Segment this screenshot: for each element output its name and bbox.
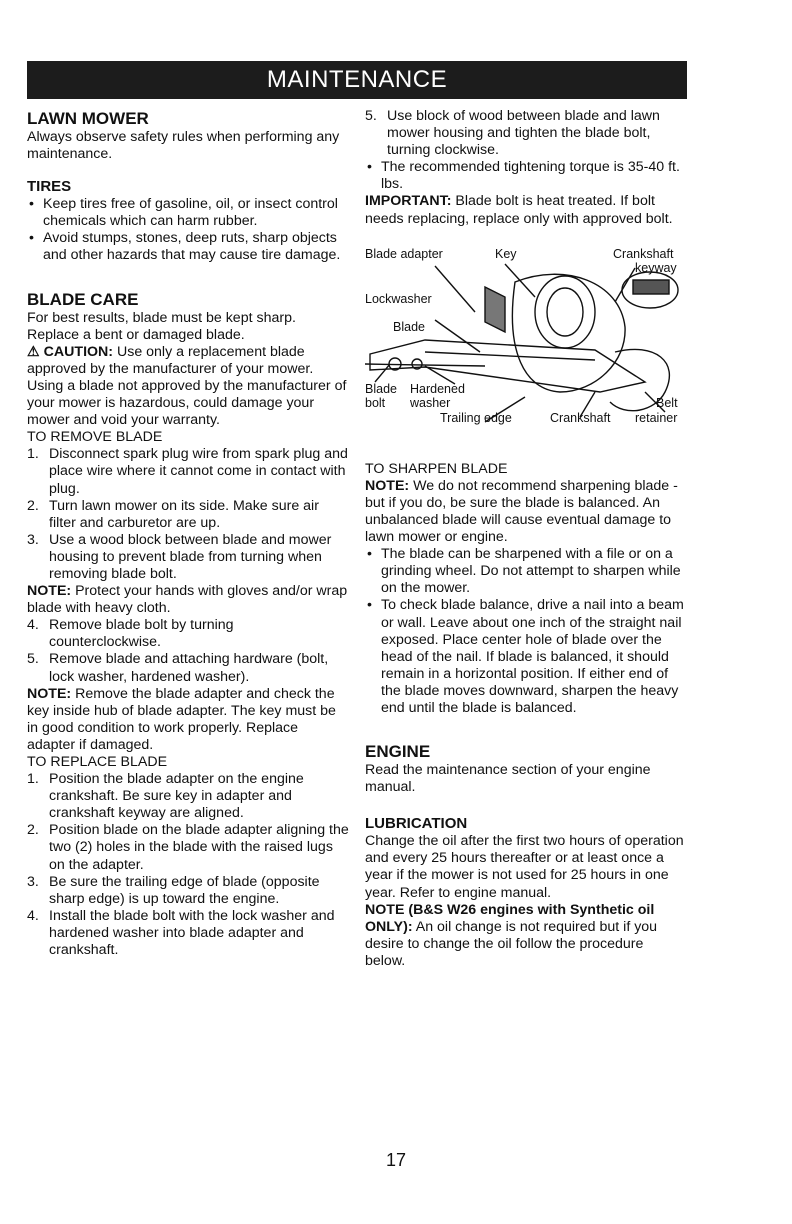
list-item: 2. Turn lawn mower on its side. Make sure air filter and carburetor are up. — [27, 497, 319, 531]
label-hardened-washer-1: Hardened — [410, 381, 465, 396]
sharpen-note: NOTE: We do not recommend sharpening blade - but if you do, be sure the blade is balanced. An unbalanced blade will cause eventual damage to lawn mower or engine. — [365, 477, 678, 546]
label-blade-bolt-2: bolt — [365, 395, 386, 410]
caution-text: Use only a replacement blade approved by the manufacturer of your mower. Using a blade not approved by the manufacturer of your mower is hazardous, could damage your mower and void your warranty. — [27, 343, 347, 429]
engine-text: Read the maintenance section of your engine manual. — [365, 762, 651, 796]
list-item: 3. Use a wood block between blade and mower housing to prevent blade from turning when removing blade bolt. — [27, 531, 332, 582]
page-number: 17 — [385, 1150, 407, 1170]
sharpen-blade-heading: TO SHARPEN BLADE — [365, 460, 508, 477]
caution-label: CAUTION: — [43, 343, 114, 360]
remove-blade-heading: TO REMOVE BLADE — [27, 429, 163, 446]
left-column — [27, 108, 349, 959]
right-column — [365, 108, 687, 970]
list-item: 5. Remove blade and attaching hardware (bolt, lock washer, hardened washer). — [27, 651, 329, 685]
lawn-mower-intro: Always observe safety rules when performing any maintenance. — [27, 129, 340, 163]
list-item: 5. Use block of wood between blade and lawn mower housing and tighten the blade bolt, turning clockwise. — [365, 108, 660, 159]
note-paragraph: NOTE: Remove the blade adapter and check the key inside hub of blade adapter. The key must be in good condition to work properly. Replace adapter if damaged. — [27, 685, 336, 753]
section-banner — [27, 61, 687, 99]
blade-assembly-diagram — [365, 242, 687, 454]
list-item: • Avoid stumps, stones, deep ruts, sharp objects and other hazards that may cause tire damage. — [29, 230, 341, 264]
lubrication-note: NOTE (B&S W26 engines with Synthetic oil ONLY): An oil change is not required but if you desire to change the oil follow the procedure below. — [365, 901, 658, 969]
label-lockwasher: Lockwasher — [365, 291, 432, 306]
label-belt-retainer-1: Belt — [656, 395, 678, 410]
blade-care-intro: For best results, blade must be kept sharp. Replace a bent or damaged blade. — [27, 309, 296, 343]
list-item: • The blade can be sharpened with a file or on a grinding wheel. Do not attempt to sharpen while on the mower. — [367, 546, 681, 597]
list-item: • To check blade balance, drive a nail into a beam or wall. Leave about one inch of the straight nail exposed. Place center hole of blade over the head of the nail. If blade is balanced, it should remain in a horizontal position. If either end of the blade moves downward, sharpen the heavy end until the blade is balanced. — [367, 597, 684, 716]
label-crankshaft: Crankshaft — [550, 410, 611, 425]
important-paragraph: IMPORTANT: Blade bolt is heat treated. If bolt needs replacing, replace only with approved bolt. — [365, 193, 673, 227]
label-blade: Blade — [393, 319, 425, 334]
list-item: • Keep tires free of gasoline, oil, or insect control chemicals which can harm rubber. — [29, 196, 338, 230]
caution-paragraph — [27, 344, 349, 429]
tires-heading: TIRES — [27, 178, 72, 196]
list-item: 1. Disconnect spark plug wire from spark plug and place wire where it cannot come in contact with plug. — [27, 446, 348, 497]
note-paragraph: NOTE: Protect your hands with gloves and/or wrap blade with heavy cloth. — [27, 583, 348, 617]
lawn-mower-heading: LAWN MOWER — [27, 109, 149, 128]
label-belt-retainer-2: retainer — [635, 410, 678, 425]
label-hardened-washer-2: washer — [410, 395, 451, 410]
list-item: 1. Position the blade adapter on the engine crankshaft. Be sure key in adapter and crankshaft keyway are aligned. — [27, 771, 304, 822]
list-item: 4. Remove blade bolt by turning counterclockwise. — [27, 617, 234, 651]
label-blade-adapter: Blade adapter — [365, 246, 443, 261]
list-item: 2. Position blade on the blade adapter aligning the two (2) holes in the blade with the raised lugs on the adapter. — [27, 822, 349, 873]
label-crankshaft-keyway-2: keyway — [635, 260, 677, 275]
engine-heading: ENGINE — [365, 742, 431, 762]
label-blade-bolt-1: Blade — [365, 381, 397, 396]
warning-icon: ⚠ — [27, 343, 44, 360]
lubrication-heading: LUBRICATION — [365, 815, 468, 833]
list-item: 4. Install the blade bolt with the lock washer and hardened washer into blade adapter and crankshaft. — [27, 907, 335, 959]
label-trailing-edge: Trailing edge — [440, 410, 512, 425]
blade-care-heading: BLADE CARE — [27, 289, 139, 309]
label-key: Key — [495, 246, 517, 261]
list-item: • The recommended tightening torque is 35-40 ft. lbs. — [367, 159, 680, 193]
replace-blade-heading: TO REPLACE BLADE — [27, 754, 168, 770]
page-title: MAINTENANCE — [266, 66, 448, 93]
label-crankshaft-keyway-1: Crankshaft — [613, 246, 674, 261]
list-item: 3. Be sure the trailing edge of blade (opposite sharp edge) is up toward the engine. — [27, 873, 320, 907]
lubrication-text: Change the oil after the first two hours of operation and every 25 hours thereafter or at least once a year if the mower is not used for 25 hours in one year. Refer to engine manual. — [365, 833, 684, 901]
